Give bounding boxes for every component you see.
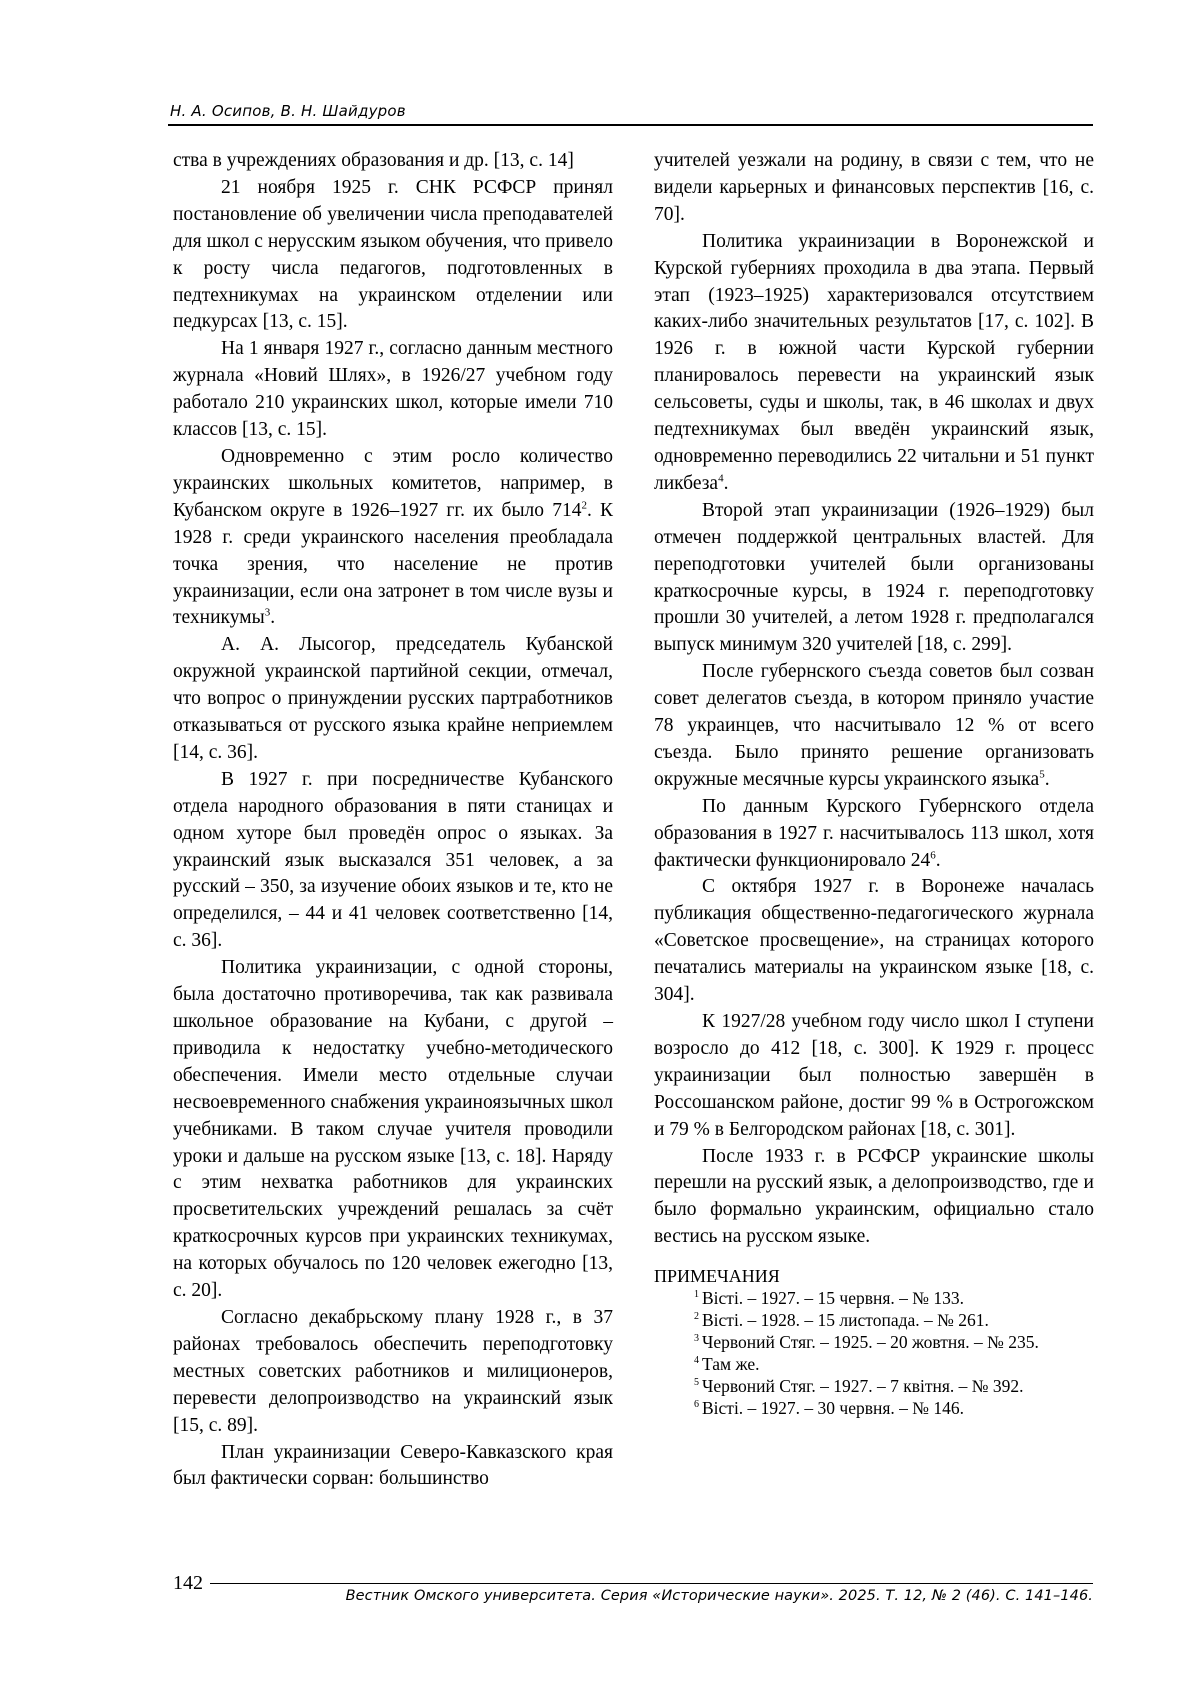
footnote-ref[interactable]: 6 xyxy=(930,849,936,862)
paragraph: Согласно декабрьскому плану 1928 г., в 37 районах требовалось обеспечить переподготовку местных советских работников и милиционеров, перевести делопроизводство на украинский язык [15, с. 89]. xyxy=(173,1306,613,1436)
paragraph: Одновременно с этим росло количество украинских школьных комитетов, например, в Кубанском округе в 1926–1927 гг. их было $714^2$. К 1928 г. среди украинского населения преобладала точка зрения, что население не против украинизации, если она затронет в том числе вузы и техникумы$^3$. xyxy=(173,445,613,629)
paragraph: ства в учреждениях образования и др. [13, с. 14] xyxy=(173,150,574,171)
paragraph: учителей уезжали на родину, в связи с тем, что не видели карьерных и финансовых перспектив [16, с. 70]. xyxy=(654,150,1094,225)
note-item: $^3$ Червоний Стяг. – 1925. – 20 жовтня. – № 235. xyxy=(694,1332,1039,1353)
note-item: $^2$ Вісті. – 1928. – 15 листопада. – № 261. xyxy=(694,1310,989,1331)
footnote-ref[interactable]: 4 xyxy=(718,472,724,485)
paragraph: По данным Курского Губернского отдела образования в 1927 г. насчитывалось 113 школ, хотя фактически функционировало $24^6$. xyxy=(654,795,1094,871)
note-item: $^5$ Червоний Стяг. – 1927. – 7 квітня. – № 392. xyxy=(694,1376,1024,1397)
paragraph: План украинизации Северо-Кавказского края был фактически сорван: большинство xyxy=(173,1441,613,1490)
paragraph: А. А. Лысогор, председатель Кубанской окружной украинской партийной секции, отмечал, что вопрос о принуждении русских партработников отказываться от русского языка крайне неприемлем [14, с. 36]. xyxy=(173,634,613,763)
running-header-authors: Н. А. Осипов, В. Н. Шайдуров xyxy=(170,102,406,120)
footnote-ref[interactable]: 5 xyxy=(1039,768,1045,781)
paragraph: Политика украинизации, с одной стороны, была достаточно противоречива, так как развивала школьное образование на Кубани, с другой – приводила к недостатку учебно-методического обеспечения. Имели место отдельные случаи несвоевременного снабжения украиноязычных школ учебниками. В таком случае учителя проводили уроки и дальше на русском языке [13, с. 18]. Наряду с этим нехватка работников для украинских просветительских учреждений решалась за счёт краткосрочных курсов при украинских техникумах, на которых обучалось по 120 человек ежегодно [13, с. 20]. xyxy=(173,957,613,1302)
header-rule xyxy=(168,124,1093,126)
paragraph: Второй этап украинизации (1926–1929) был отмечен поддержкой центральных властей. Для переподготовки учителей были организованы краткосрочные курсы, в 1924 г. переподготовку прошли 30 учителей, а летом 1928 г. предполагался выпуск минимум 320 учителей [18, с. 299]. xyxy=(654,499,1094,656)
left-column xyxy=(173,148,613,1493)
note-item: $^1$ Вісті. – 1927. – 15 червня. – № 133. xyxy=(694,1288,965,1309)
paragraph: К 1927/28 учебном году число школ I ступени возросло до 412 [18, с. 300]. К 1929 г. процесс украинизации был полностью завершён в Россошанском районе, достиг 99 % в Острогожском и 79 % в Белгородском районах [18, с. 301]. xyxy=(654,1011,1094,1140)
paragraph: Политика украинизации в Воронежской и Курской губерниях проходила в два этапа. Первый этап (1923–1925) характеризовался отсутствием каких-либо значительных результатов [17, с. 102]. В 1926 г. в южной части Курской губернии планировалось перевести на украинский язык сельсоветы, суды и школы, так, в 46 школах и двух педтехникумах был введён украинский язык, одновременно переводились 22 читальни и 51 пункт ликбеза$^4$. xyxy=(654,230,1094,494)
right-column xyxy=(654,148,1094,1419)
note-item: $^4$ Там же. xyxy=(694,1354,760,1375)
footnote-ref[interactable]: 2 xyxy=(581,499,587,512)
paragraph: С октября 1927 г. в Воронеже началась публикация общественно-педагогического журнала «Советское просвещение», на страницах которого печатались материалы на украинском языке [18, с. 304]. xyxy=(654,876,1094,1006)
notes-heading: ПРИМЕЧАНИЯ xyxy=(654,1266,780,1287)
paragraph: После 1933 г. в РСФСР украинские школы перешли на русский язык, а делопроизводство, где и было формально украинским, официально стало вестись на русском языке. xyxy=(654,1145,1094,1248)
footnote-ref[interactable]: 3 xyxy=(264,606,271,619)
note-item: $^6$ Вісті. – 1927. – 30 червня. – № 146. xyxy=(694,1398,965,1419)
paragraph: 21 ноября 1925 г. СНК РСФСР принял постановление об увеличении числа преподавателей для школ с нерусским языком обучения, что привело к росту числа педагогов, подготовленных в педтехникумах на украинском отделении или педкурсах [13, с. 15]. xyxy=(173,176,613,333)
notes-list xyxy=(654,1287,1094,1419)
paragraph: В 1927 г. при посредничестве Кубанского отдела народного образования в пяти станицах и одном хуторе был проведён опрос о языках. За украинский язык высказался 351 человек, а за русский – 350, за изучение обоих языков и те, кто не определился, – 44 и 41 человек соответственно [14, с. 36]. xyxy=(173,768,613,952)
page-number: 142 xyxy=(173,1572,203,1594)
paragraph: На 1 января 1927 г., согласно данным местного журнала «Новий Шлях», в 1926/27 учебном году работало 210 украинских школ, которые имели 710 классов [13, с. 15]. xyxy=(173,338,613,441)
footer-rule xyxy=(210,1583,1093,1584)
journal-citation: Вестник Омского университета. Серия «Исторические науки». 2025. Т. 12, № 2 (46). С. 141–146. xyxy=(345,1588,1093,1604)
paragraph: После губернского съезда советов был созван совет делегатов съезда, в котором приняло участие 78 украинцев, что насчитывало 12 % от всего съезда. Было принято решение организовать окружные месячные курсы украинского языка$^5$. xyxy=(654,661,1094,790)
